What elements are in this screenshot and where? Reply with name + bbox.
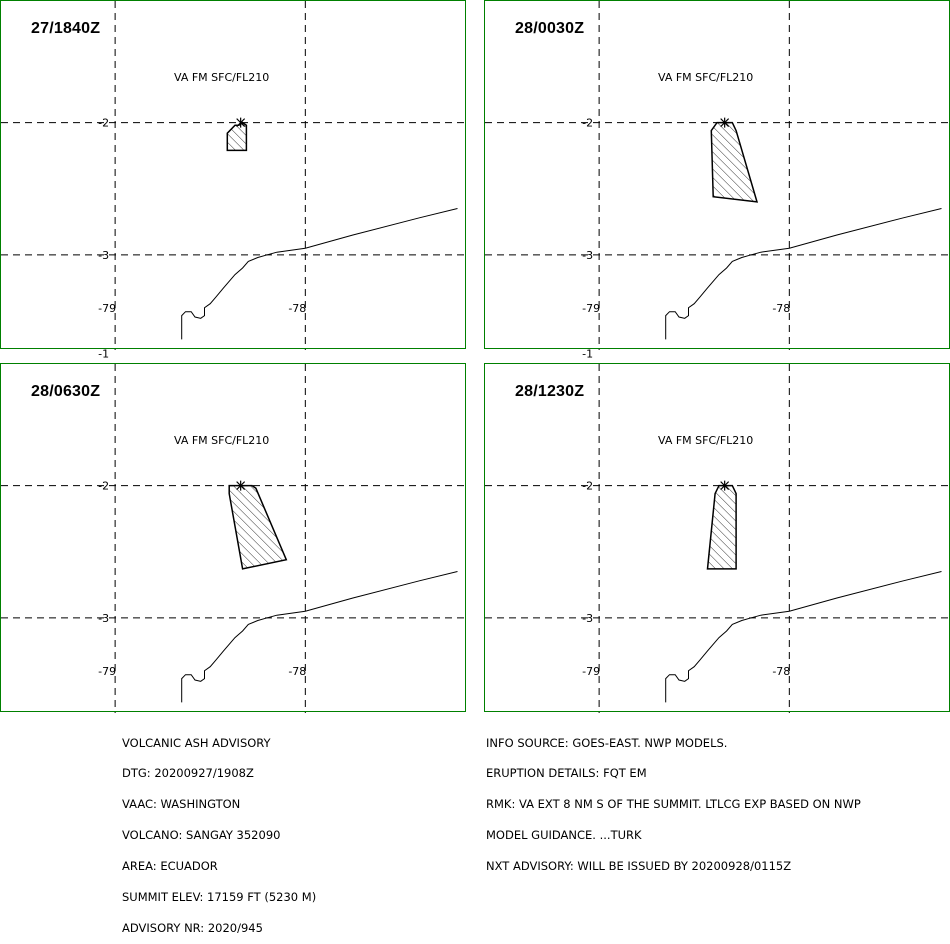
lat-tick-label: -2 [582, 479, 594, 493]
lon-tick-label: -79 [98, 302, 117, 315]
coastline [182, 572, 458, 703]
advisory-details [486, 717, 861, 882]
advisory-line: ERUPTION DETAILS: FQT EM [486, 766, 647, 781]
lat-tick-label: -3 [582, 611, 594, 625]
lat-tick-label: -3 [98, 611, 110, 625]
lat-tick-label: -1 [98, 347, 110, 361]
lon-tick-label: -78 [772, 302, 791, 315]
ash-cloud-polygon [711, 123, 757, 202]
advisory-line: SUMMIT ELEV: 17159 FT (5230 M) [122, 890, 317, 905]
panel-layer-label: VA FM SFC/FL210 [658, 434, 754, 447]
advisory-line: MODEL GUIDANCE. ...TURK [486, 828, 642, 843]
panel-time: 28/0630Z [31, 383, 101, 400]
panel-time: 28/0030Z [515, 20, 585, 37]
advisory-line: VOLCANIC ASH ADVISORY [122, 735, 271, 750]
map-plot [1, 347, 467, 713]
map-panel-1 [0, 0, 466, 349]
lat-tick-label: -2 [98, 116, 110, 130]
coastline [666, 572, 942, 703]
lon-tick-label: -78 [288, 302, 307, 315]
map-plot [485, 1, 950, 350]
advisory-line: ADVISORY NR: 2020/945 [122, 920, 263, 935]
map-panel-4 [484, 347, 950, 712]
advisory-line: VOLCANO: SANGAY 352090 [122, 828, 281, 843]
advisory-line: AREA: ECUADOR [122, 859, 218, 874]
map-plot [1, 1, 467, 350]
lat-tick-label: -3 [98, 248, 110, 262]
map-panel-3 [0, 347, 466, 712]
ash-cloud-polygon [229, 486, 286, 569]
panel-time: 28/1230Z [515, 383, 585, 400]
lat-tick-label: -2 [582, 116, 594, 130]
lon-tick-label: -78 [772, 665, 791, 678]
coastline [182, 209, 458, 340]
advisory-line: INFO SOURCE: GOES-EAST. NWP MODELS. [486, 735, 728, 750]
lat-tick-label: -3 [582, 248, 594, 262]
lon-tick-label: -79 [582, 665, 601, 678]
panel-layer-label: VA FM SFC/FL210 [174, 434, 270, 447]
ash-cloud-polygon [708, 486, 737, 569]
advisory-line: DTG: 20200927/1908Z [122, 766, 254, 781]
panel-layer-label: VA FM SFC/FL210 [174, 71, 270, 84]
advisory-line: RMK: VA EXT 8 NM S OF THE SUMMIT. LTLCG EXP BASED ON NWP [486, 797, 861, 812]
advisory-line: NXT ADVISORY: WILL BE ISSUED BY 20200928/0115Z [486, 859, 792, 874]
panel-layer-label: VA FM SFC/FL210 [658, 71, 754, 84]
lat-tick-label: -2 [98, 479, 110, 493]
lon-tick-label: -79 [98, 665, 117, 678]
lon-tick-label: -78 [288, 665, 307, 678]
map-plot [485, 347, 950, 713]
map-panel-2 [484, 0, 950, 349]
advisory-header [122, 717, 316, 944]
coastline [666, 209, 942, 340]
panel-time: 27/1840Z [31, 20, 101, 37]
lat-tick-label: -1 [582, 347, 594, 361]
advisory-line: VAAC: WASHINGTON [122, 797, 241, 812]
lon-tick-label: -79 [582, 302, 601, 315]
